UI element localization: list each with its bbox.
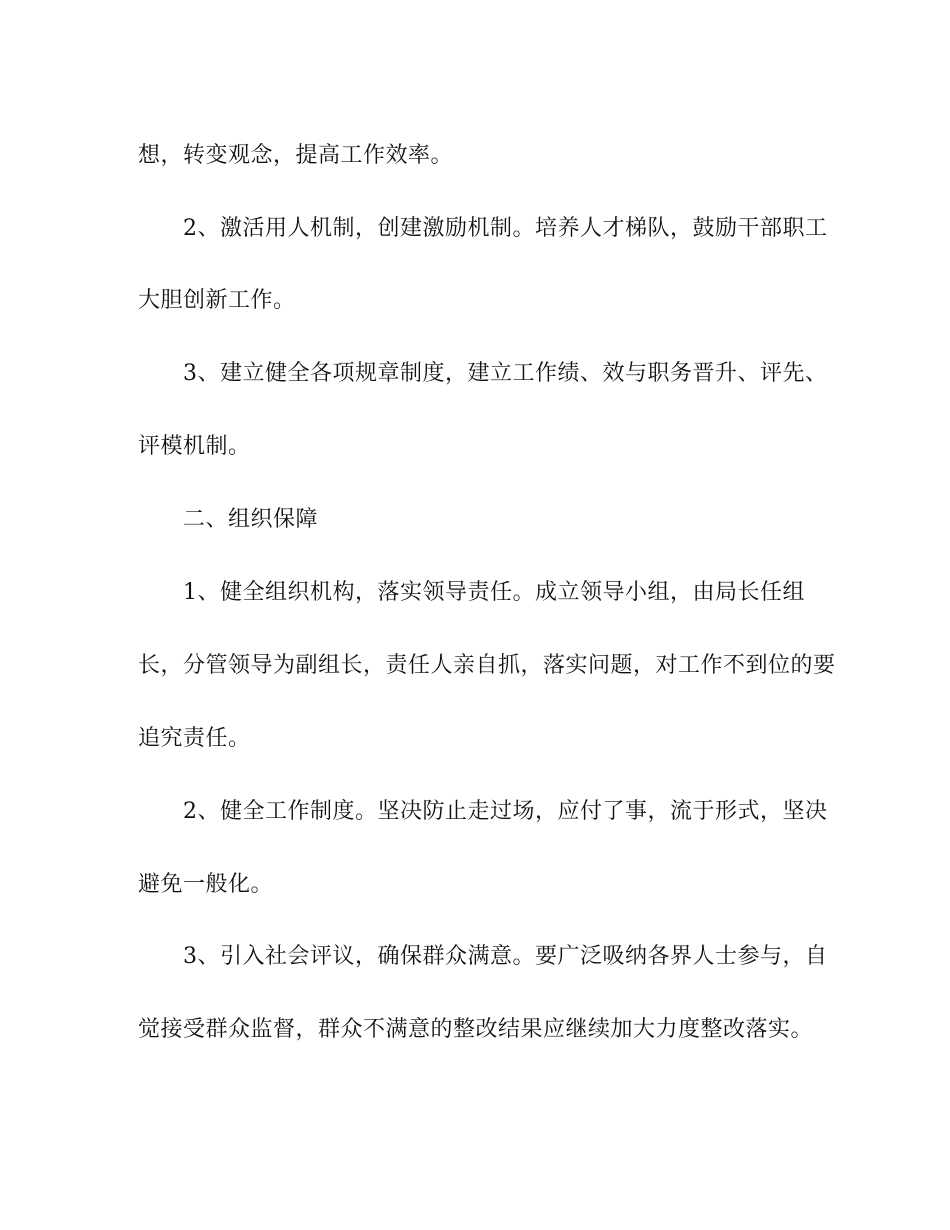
paragraph-item-3: 3、引入社会评议，确保群众满意。要广泛吸纳各界人士参与，自 xyxy=(183,944,828,969)
text-line: 大胆创新工作。 xyxy=(138,288,296,313)
section-heading: 二、组织保障 xyxy=(183,507,319,532)
paragraph-item-3: 3、建立健全各项规章制度，建立工作绩、效与职务晋升、评先、 xyxy=(183,361,828,386)
text-line: 长，分管领导为副组长，责任人亲自抓，落实问题，对工作不到位的要 xyxy=(138,653,836,678)
text-line: 避免一般化。 xyxy=(138,872,274,897)
text-line: 评模机制。 xyxy=(138,434,251,459)
text-line: 追究责任。 xyxy=(138,726,251,751)
text-line: 想，转变观念，提高工作效率。 xyxy=(138,143,454,168)
paragraph-item-1: 1、健全组织机构，落实领导责任。成立领导小组，由局长任组 xyxy=(183,580,805,605)
text-line: 觉接受群众监督，群众不满意的整改结果应继续加大力度整改落实。 xyxy=(138,1017,814,1042)
paragraph-item-2: 2、健全工作制度。坚决防止走过场，应付了事，流于形式，坚决 xyxy=(183,799,828,824)
paragraph-item-2: 2、激活用人机制，创建激励机制。培养人才梯队，鼓励干部职工 xyxy=(183,216,828,241)
